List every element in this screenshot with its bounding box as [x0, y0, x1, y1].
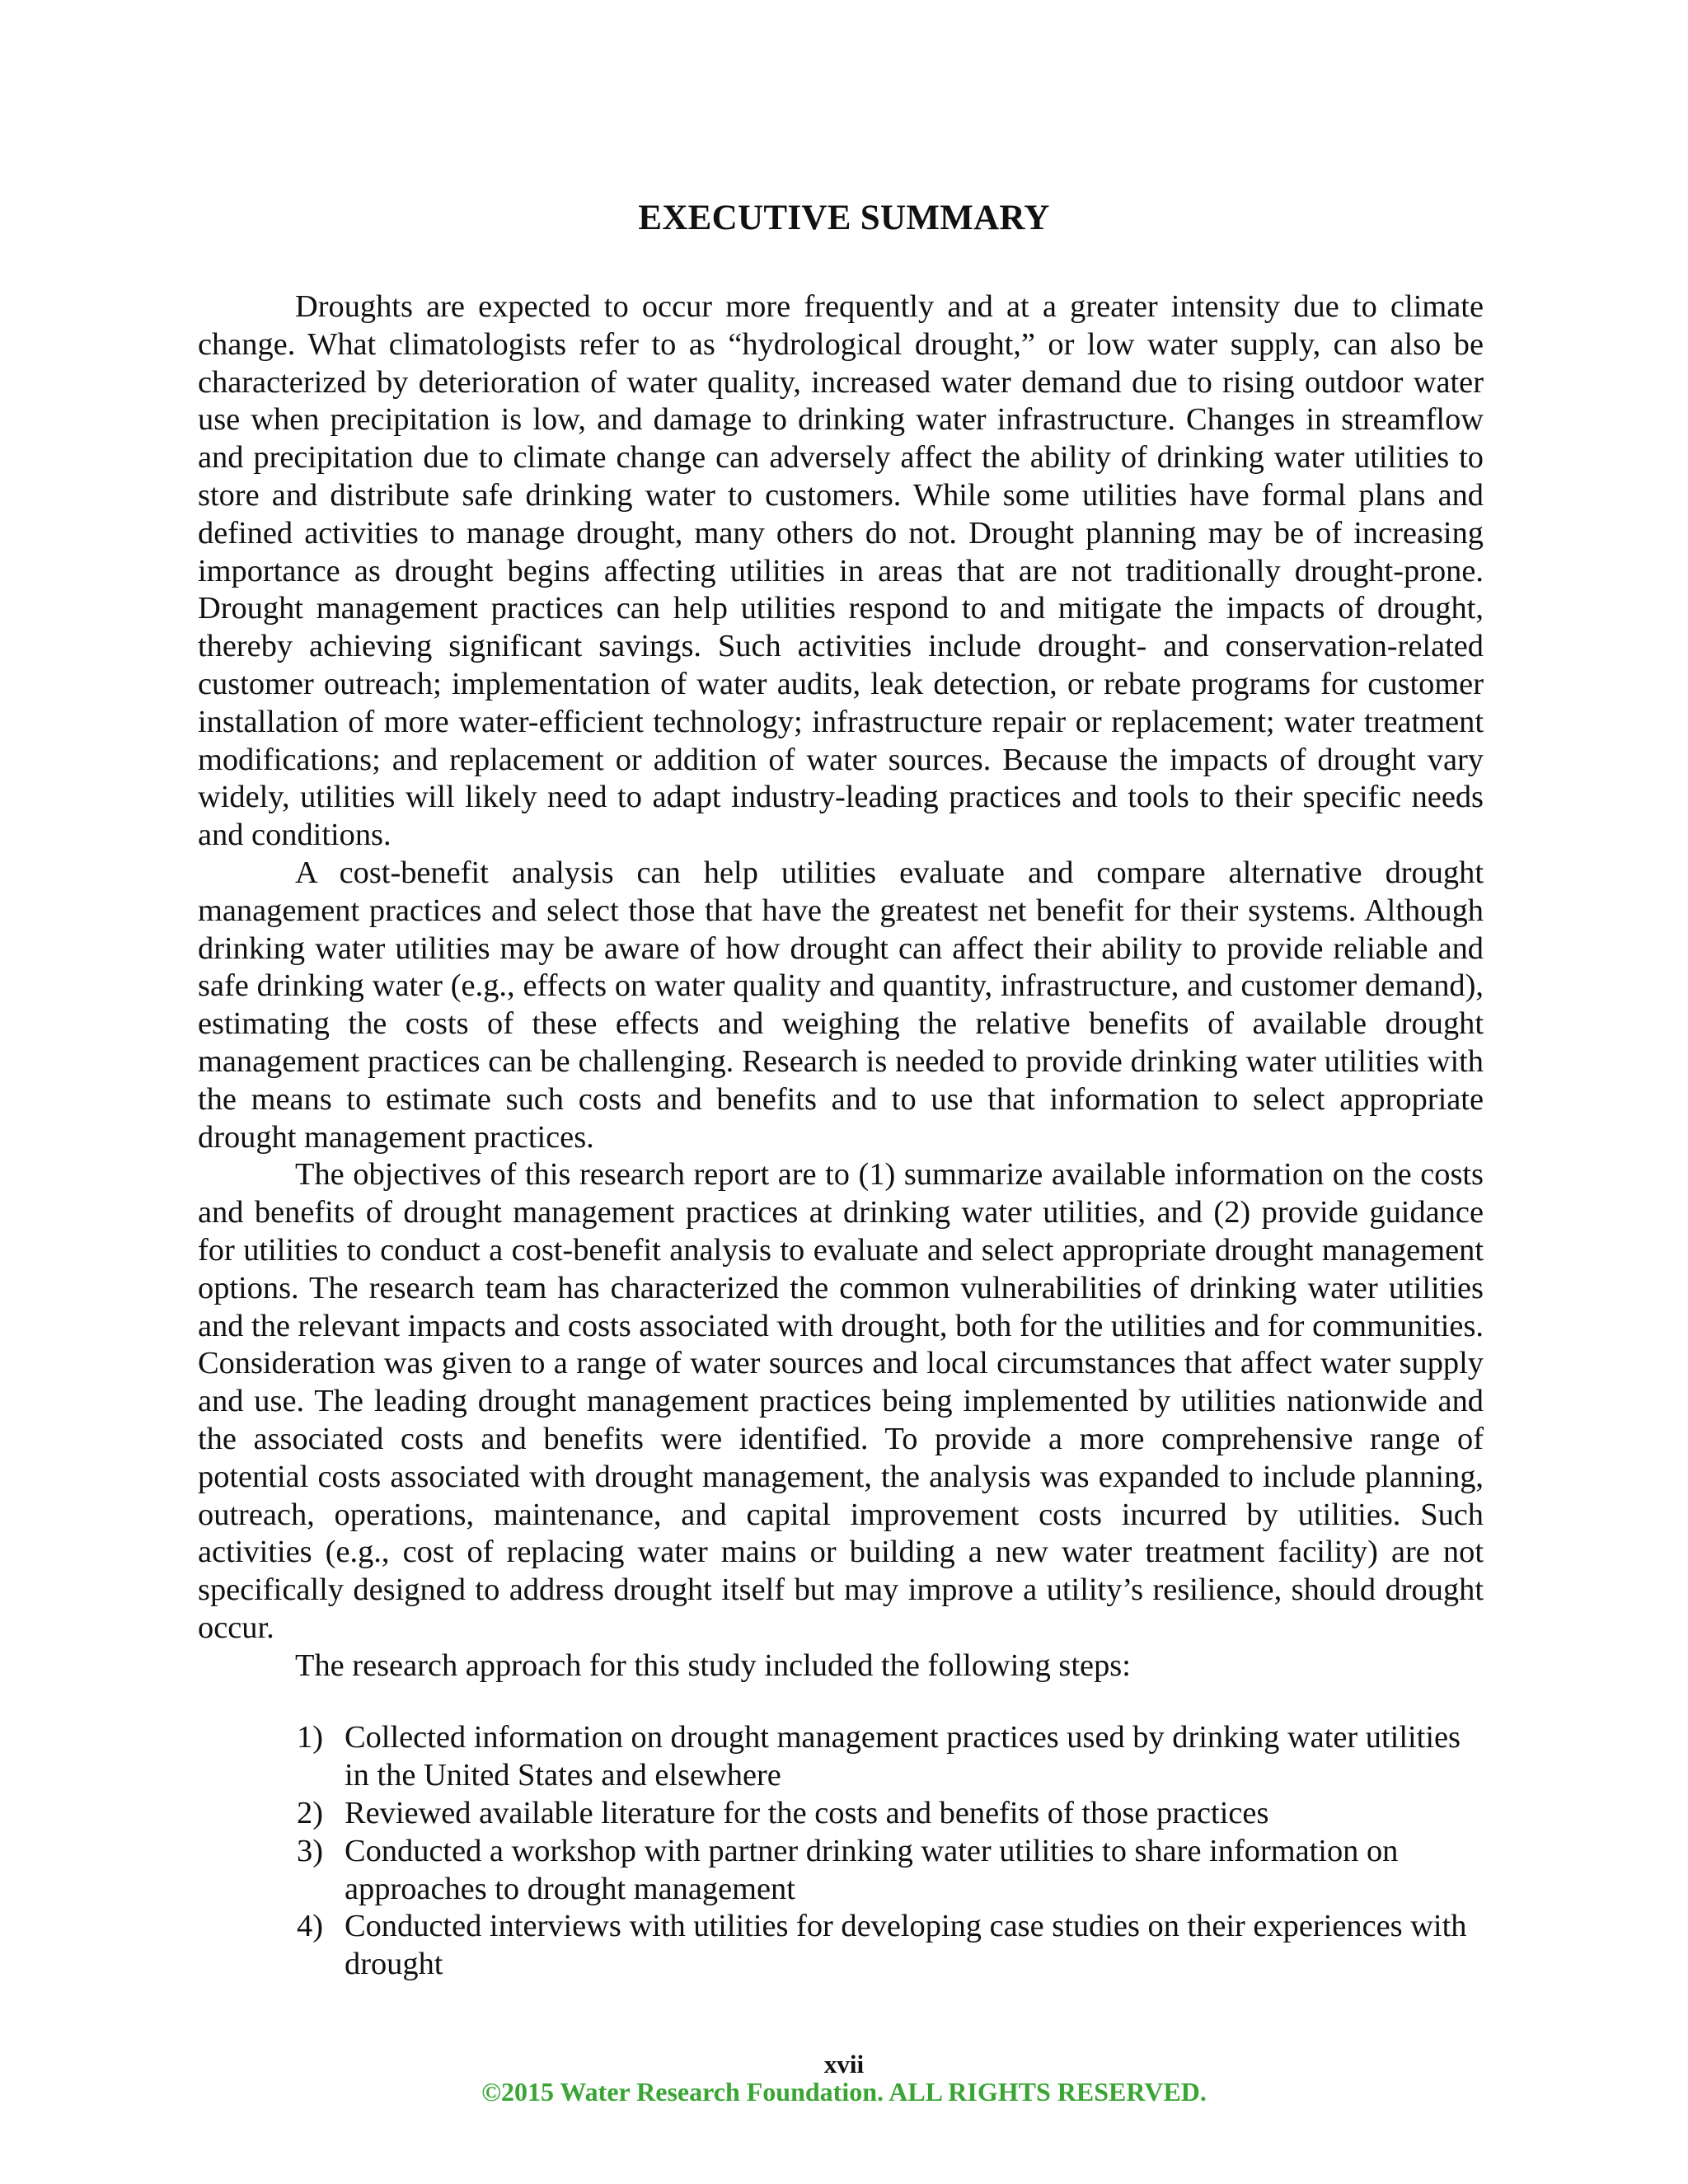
paragraph-2: A cost-benefit analysis can help utilities evaluate and compare alternative drought management practices and select those that have the greatest net benefit for their systems. Although drinking water utilities may be aware of how drought can affect their ability to provide reliable and safe drinking water (e.g., effects on water quality and quantity, infrastructure, and customer demand), estimating the costs of these effects and weighing the relative benefits of available drought management practices can be challenging. Research is needed to provide drinking water utilities with the means to estimate such costs and benefits and to use that information to select appropriate drought management practices.: [198, 855, 1484, 1155]
list-item: [297, 1833, 1484, 1909]
paragraph-1: Droughts are expected to occur more frequently and at a greater intensity due to climate change. What climatologists refer to as “hydrological drought,” or low water supply, can also be characterized by deterioration of water quality, increased water demand due to rising outdoor water use when precipitation is low, and damage to drinking water infrastructure. Changes in streamflow and precipitation due to climate change can adversely affect the ability of drinking water utilities to store and distribute safe drinking water to customers. While some utilities have formal plans and defined activities to manage drought, many others do not. Drought planning may be of increasing importance as drought begins affecting utilities in areas that are not traditionally drought-prone. Drought management practices can help utilities respond to and mitigate the impacts of drought, thereby achieving significant savings. Such activities include drought- and conservation-related customer outreach; implementation of water audits, leak detection, or rebate programs for customer installation of more water-efficient technology; infrastructure repair or replacement; water treatment modifications; and replacement or addition of water sources. Because the impacts of drought vary widely, utilities will likely need to adapt industry-leading practices and tools to their specific needs and conditions.: [198, 289, 1484, 853]
list-item-number: 4): [297, 1909, 323, 1944]
page-number: xvii: [823, 2050, 865, 2079]
list-item: [297, 1795, 1484, 1833]
paragraph-4: The research approach for this study included the following steps:: [295, 1647, 1131, 1683]
list-item: [297, 1719, 1484, 1795]
steps-list: [297, 1719, 1484, 1984]
body-text: [198, 288, 1484, 1984]
page-title: EXECUTIVE SUMMARY: [638, 199, 1050, 237]
list-item-number: 3): [297, 1833, 323, 1868]
list-item-text: Conducted a workshop with partner drinking water utilities to share information on approaches to drought management: [345, 1833, 1399, 1906]
paragraph-3: The objectives of this research report are to (1) summarize available information on the costs and benefits of drought management practices at drinking water utilities, and (2) provide guidance for utilities to conduct a cost-benefit analysis to evaluate and select appropriate drought management options. The research team has characterized the common vulnerabilities of drinking water utilities and the relevant impacts and costs associated with drought, both for the utilities and for communities. Consideration was given to a range of water sources and local circumstances that affect water supply and use. The leading drought management practices being implemented by utilities nationwide and the associated costs and benefits were identified. To provide a more comprehensive range of potential costs associated with drought management, the analysis was expanded to include planning, outreach, operations, maintenance, and capital improvement costs incurred by utilities. Such activities (e.g., cost of replacing water mains or building a new water treatment facility) are not specifically designed to address drought itself but may improve a utility’s resilience, should drought occur.: [198, 1157, 1484, 1645]
list-item-number: 2): [297, 1796, 323, 1831]
list-item: [297, 1908, 1484, 1984]
list-item-number: 1): [297, 1720, 323, 1755]
list-item-text: Collected information on drought management practices used by drinking water utilities in the United States and elsewhere: [345, 1720, 1461, 1793]
list-item-text: Conducted interviews with utilities for developing case studies on their experiences with drought: [345, 1909, 1467, 1982]
list-item-text: Reviewed available literature for the costs and benefits of those practices: [345, 1796, 1269, 1831]
copyright-notice: ©2015 Water Research Foundation. ALL RIGHTS RESERVED.: [481, 2077, 1207, 2107]
